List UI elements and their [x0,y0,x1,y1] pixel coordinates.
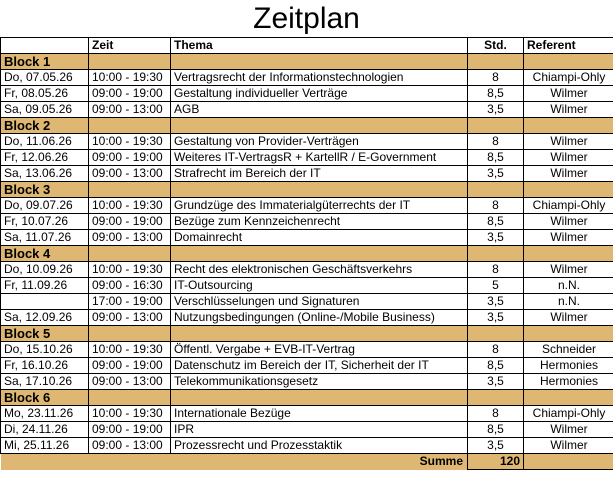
block-fill-cell [171,246,468,262]
block-fill-cell [468,390,524,406]
session-hours: 8,5 [468,214,524,230]
session-date: Do, 09.07.26 [1,198,89,214]
session-topic: Öffentl. Vergabe + EVB-IT-Vertrag [171,342,468,358]
session-time: 09:00 - 19:00 [89,214,171,230]
session-date: Fr, 12.06.26 [1,150,89,166]
session-date: Sa, 11.07.26 [1,230,89,246]
session-date: Do, 15.10.26 [1,342,89,358]
session-time: 10:00 - 19:30 [89,70,171,86]
session-time: 17:00 - 19:00 [89,294,171,310]
block-fill-cell [524,326,613,342]
header-referent: Referent [524,38,613,54]
block-fill-cell [89,54,171,70]
session-row [1,422,613,438]
session-time: 10:00 - 19:30 [89,342,171,358]
block-fill-cell [89,246,171,262]
session-row [1,150,613,166]
summary-empty-cell [524,454,613,470]
session-time: 09:00 - 13:00 [89,310,171,326]
session-time: 09:00 - 19:00 [89,358,171,374]
session-date: Sa, 12.09.26 [1,310,89,326]
session-hours: 8 [468,342,524,358]
session-topic: Verschlüsselungen und Signaturen [171,294,468,310]
block-header-row [1,326,613,342]
session-speaker: Wilmer [524,134,613,150]
session-date: Mi, 25.11.26 [1,438,89,454]
block-fill-cell [171,54,468,70]
block-header-row [1,54,613,70]
session-speaker: n.N. [524,294,613,310]
session-row [1,406,613,422]
session-row [1,214,613,230]
block-fill-cell [524,54,613,70]
page-title: Zeitplan [253,2,360,35]
session-topic: IT-Outsourcing [171,278,468,294]
session-speaker: Wilmer [524,230,613,246]
block-fill-cell [468,246,524,262]
header-zeit: Zeit [89,38,171,54]
session-speaker: Wilmer [524,214,613,230]
session-time: 09:00 - 13:00 [89,374,171,390]
session-topic: Strafrecht im Bereich der IT [171,166,468,182]
session-speaker: Wilmer [524,166,613,182]
session-speaker: Wilmer [524,86,613,102]
session-speaker: Chiampi-Ohly [524,406,613,422]
session-time: 09:00 - 16:30 [89,278,171,294]
session-hours: 8 [468,198,524,214]
block-fill-cell [468,182,524,198]
session-date: Fr, 10.07.26 [1,214,89,230]
session-time: 10:00 - 19:30 [89,262,171,278]
session-date: Fr, 11.09.26 [1,278,89,294]
session-topic: Grundzüge des Immaterialgüterrechts der IT [171,198,468,214]
session-topic: Bezüge zum Kennzeichenrecht [171,214,468,230]
session-date: Mo, 23.11.26 [1,406,89,422]
session-hours: 3,5 [468,438,524,454]
session-topic: Gestaltung individueller Verträge [171,86,468,102]
block-fill-cell [524,118,613,134]
session-topic: Recht des elektronischen Geschäftsverkehrs [171,262,468,278]
summary-value: 120 [468,454,524,470]
session-speaker: Hermonies [524,358,613,374]
session-time: 09:00 - 19:00 [89,422,171,438]
session-date: Do, 10.09.26 [1,262,89,278]
header-row [1,38,613,54]
session-speaker: Chiampi-Ohly [524,198,613,214]
session-date: Sa, 09.05.26 [1,102,89,118]
session-date: Sa, 17.10.26 [1,374,89,390]
session-speaker: Wilmer [524,150,613,166]
session-date: Sa, 13.06.26 [1,166,89,182]
session-time: 09:00 - 13:00 [89,166,171,182]
block-label: Block 5 [1,326,89,342]
session-topic: Weiteres IT-VertragsR + KartellR / E-Government [171,150,468,166]
block-fill-cell [89,390,171,406]
session-time: 10:00 - 19:30 [89,198,171,214]
session-row [1,358,613,374]
session-hours: 3,5 [468,230,524,246]
block-header-row [1,390,613,406]
session-topic: Domainrecht [171,230,468,246]
session-speaker: n.N. [524,278,613,294]
summary-row [1,454,613,470]
session-speaker: Hermonies [524,374,613,390]
session-row [1,342,613,358]
session-topic: Vertragsrecht der Informationstechnologien [171,70,468,86]
session-row [1,230,613,246]
block-label: Block 4 [1,246,89,262]
session-topic: AGB [171,102,468,118]
session-speaker: Chiampi-Ohly [524,70,613,86]
session-row [1,166,613,182]
session-hours: 8,5 [468,358,524,374]
session-hours: 3,5 [468,374,524,390]
block-header-row [1,118,613,134]
session-topic: IPR [171,422,468,438]
session-speaker: Wilmer [524,310,613,326]
block-fill-cell [524,182,613,198]
session-speaker: Wilmer [524,262,613,278]
session-row [1,70,613,86]
session-hours: 8,5 [468,86,524,102]
session-hours: 5 [468,278,524,294]
session-topic: Prozessrecht und Prozesstaktik [171,438,468,454]
session-row [1,294,613,310]
session-speaker: Wilmer [524,102,613,118]
session-topic: Internationale Bezüge [171,406,468,422]
session-hours: 3,5 [468,166,524,182]
session-topic: Gestaltung von Provider-Verträgen [171,134,468,150]
session-hours: 8 [468,262,524,278]
session-time: 09:00 - 13:00 [89,438,171,454]
summary-label: Summe [1,454,468,470]
session-speaker: Wilmer [524,422,613,438]
session-date: Do, 11.06.26 [1,134,89,150]
session-time: 09:00 - 19:00 [89,150,171,166]
session-row [1,438,613,454]
block-fill-cell [468,326,524,342]
session-speaker: Wilmer [524,438,613,454]
session-topic: Nutzungsbedingungen (Online-/Mobile Business) [171,310,468,326]
session-time: 09:00 - 19:00 [89,86,171,102]
session-topic: Telekommunikationsgesetz [171,374,468,390]
session-time: 09:00 - 13:00 [89,102,171,118]
session-row [1,102,613,118]
session-row [1,278,613,294]
session-row [1,374,613,390]
block-fill-cell [89,118,171,134]
session-hours: 3,5 [468,310,524,326]
session-topic: Datenschutz im Bereich der IT, Sicherheit der IT [171,358,468,374]
session-date: Di, 24.11.26 [1,422,89,438]
block-fill-cell [89,326,171,342]
block-label: Block 2 [1,118,89,134]
header-thema: Thema [171,38,468,54]
session-speaker: Schneider [524,342,613,358]
block-label: Block 6 [1,390,89,406]
session-row [1,310,613,326]
session-hours: 8,5 [468,150,524,166]
session-hours: 8 [468,406,524,422]
session-row [1,86,613,102]
session-hours: 8 [468,70,524,86]
session-hours: 3,5 [468,294,524,310]
schedule-table [0,37,613,470]
block-fill-cell [524,390,613,406]
session-hours: 8 [468,134,524,150]
block-fill-cell [468,54,524,70]
header-std: Std. [468,38,524,54]
block-fill-cell [524,246,613,262]
block-header-row [1,182,613,198]
block-fill-cell [171,326,468,342]
block-header-row [1,246,613,262]
block-label: Block 3 [1,182,89,198]
session-row [1,198,613,214]
session-hours: 8,5 [468,422,524,438]
session-date: Do, 07.05.26 [1,70,89,86]
block-fill-cell [468,118,524,134]
block-fill-cell [171,390,468,406]
session-date: Fr, 08.05.26 [1,86,89,102]
session-row [1,134,613,150]
session-time: 10:00 - 19:30 [89,134,171,150]
session-row [1,262,613,278]
session-hours: 3,5 [468,102,524,118]
session-time: 10:00 - 19:30 [89,406,171,422]
header-date [1,38,89,54]
block-label: Block 1 [1,54,89,70]
block-fill-cell [89,182,171,198]
session-date: Fr, 16.10.26 [1,358,89,374]
session-date [1,294,89,310]
block-fill-cell [171,118,468,134]
block-fill-cell [171,182,468,198]
schedule-body [1,38,613,470]
session-time: 09:00 - 13:00 [89,230,171,246]
